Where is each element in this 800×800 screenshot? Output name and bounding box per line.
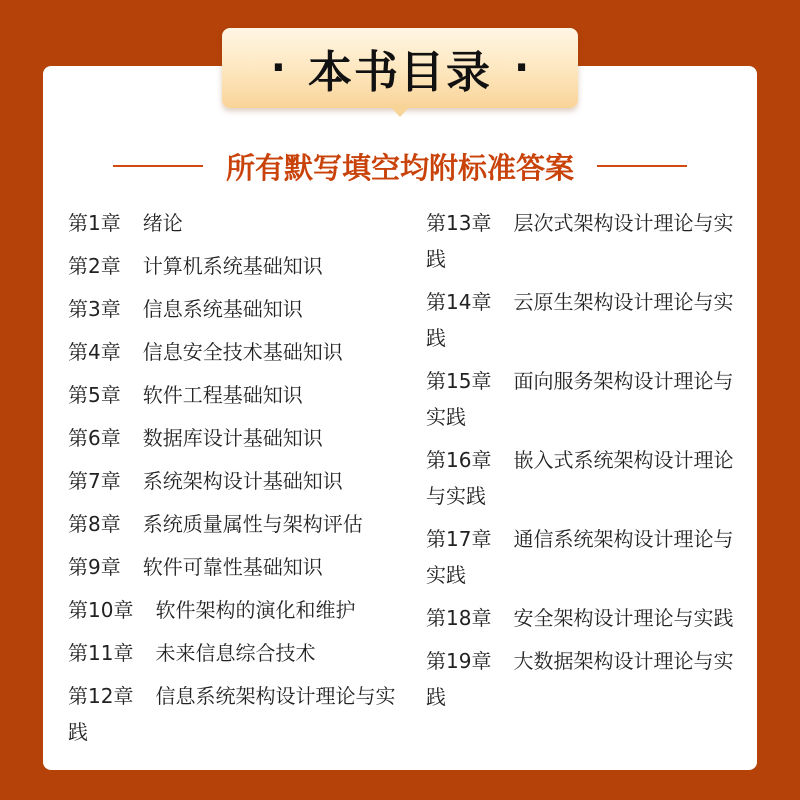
- chapter-list-right: [426, 205, 736, 722]
- chapter-entry: [426, 600, 736, 636]
- chapter-number: 第2章: [68, 254, 121, 278]
- chapter-number: 第8章: [68, 512, 121, 536]
- chapter-title: 软件工程基础知识: [142, 383, 303, 407]
- chapter-number: 第15章: [426, 369, 492, 393]
- chapter-number: 第12章: [68, 684, 134, 708]
- chapter-title: 面向服务架构设计理论与实践: [426, 369, 734, 429]
- chapter-title: 大数据架构设计理论与实践: [426, 649, 734, 709]
- chapter-entry: [426, 363, 736, 435]
- chapter-title: 软件架构的演化和维护: [155, 598, 356, 622]
- chapter-number: 第10章: [68, 598, 134, 622]
- chapter-number: 第17章: [426, 527, 492, 551]
- chapter-entry: [68, 334, 408, 370]
- chapter-entry: [68, 592, 408, 628]
- chapter-title: 系统架构设计基础知识: [142, 469, 343, 493]
- chapter-title: 信息安全技术基础知识: [142, 340, 343, 364]
- chapter-number: 第5章: [68, 383, 121, 407]
- chapter-number: 第3章: [68, 297, 121, 321]
- title-dot-left: ·: [270, 45, 286, 91]
- chapter-entry: [426, 205, 736, 277]
- chapter-title: 数据库设计基础知识: [142, 426, 323, 450]
- subtitle-rule-left: [113, 165, 203, 167]
- chapter-title: 嵌入式系统架构设计理论与实践: [426, 448, 734, 508]
- chapter-title: 通信系统架构设计理论与实践: [426, 527, 734, 587]
- chapter-title: 软件可靠性基础知识: [142, 555, 323, 579]
- title-banner: [222, 28, 578, 108]
- chapter-number: 第18章: [426, 606, 492, 630]
- chapter-number: 第4章: [68, 340, 121, 364]
- page-title: 本书目录: [308, 47, 492, 98]
- chapter-entry: [426, 521, 736, 593]
- chapter-title: 计算机系统基础知识: [142, 254, 323, 278]
- chapter-number: 第16章: [426, 448, 492, 472]
- chapter-title: 信息系统基础知识: [142, 297, 303, 321]
- chapter-number: 第11章: [68, 641, 134, 665]
- chapter-entry: [426, 442, 736, 514]
- chapter-entry: [426, 643, 736, 715]
- chapter-entry: [68, 291, 408, 327]
- chapter-title: 信息系统架构设计理论与实践: [68, 684, 396, 744]
- subtitle: 所有默写填空均附标准答案: [225, 150, 574, 185]
- chapter-number: 第13章: [426, 211, 492, 235]
- chapter-entry: [68, 420, 408, 456]
- chapter-number: 第1章: [68, 211, 121, 235]
- subtitle-row: [113, 144, 687, 188]
- chapter-title: 绪论: [142, 211, 183, 235]
- chapter-number: 第6章: [68, 426, 121, 450]
- chapter-title: 未来信息综合技术: [155, 641, 316, 665]
- chapter-number: 第7章: [68, 469, 121, 493]
- title-pointer: [388, 104, 412, 117]
- chapter-entry: [68, 635, 408, 671]
- chapter-entry: [68, 463, 408, 499]
- chapter-entry: [68, 377, 408, 413]
- chapter-title: 安全架构设计理论与实践: [513, 606, 734, 630]
- chapter-number: 第9章: [68, 555, 121, 579]
- chapter-list-left: [68, 205, 408, 757]
- chapter-title: 云原生架构设计理论与实践: [426, 290, 734, 350]
- title-dot-right: ·: [514, 45, 530, 91]
- chapter-entry: [68, 248, 408, 284]
- chapter-title: 层次式架构设计理论与实践: [426, 211, 734, 271]
- chapter-entry: [68, 506, 408, 542]
- chapter-title: 系统质量属性与架构评估: [142, 512, 363, 536]
- chapter-entry: [426, 284, 736, 356]
- subtitle-rule-right: [597, 165, 687, 167]
- chapter-number: 第14章: [426, 290, 492, 314]
- chapter-entry: [68, 205, 408, 241]
- chapter-number: 第19章: [426, 649, 492, 673]
- chapter-entry: [68, 678, 408, 750]
- chapter-entry: [68, 549, 408, 585]
